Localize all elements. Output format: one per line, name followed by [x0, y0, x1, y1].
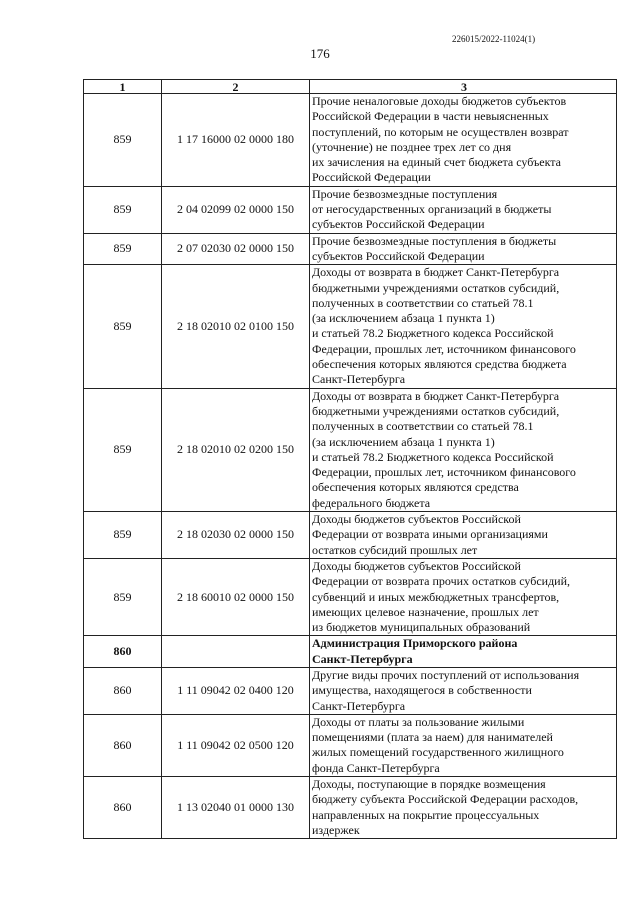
income-name-text: Доходы от платы за пользование жилыми помещениями (плата за наем) для нанимателей жилых помещений государственного жилищного фонда Санкт-Петербурга — [312, 714, 564, 775]
admin-code-cell: 859 — [84, 265, 162, 388]
table-row — [84, 512, 617, 559]
admin-code-cell: 860 — [84, 714, 162, 776]
table-row — [84, 636, 617, 668]
income-code-cell: 1 13 02040 01 0000 130 — [162, 777, 310, 839]
income-name-text: Прочие безвозмездные поступления от негосударственных организаций в бюджеты субъектов Российской Федерации — [312, 186, 552, 232]
table-row — [84, 388, 617, 511]
income-name-text: Прочие неналоговые доходы бюджетов субъектов Российской Федерации в части невыясненных поступлений, по которым не осуществлен возврат (уточнение) не позднее трех лет со дня их зачисления на единый счет бюджета субъекта Российской Федерации — [312, 94, 569, 185]
income-name-cell — [310, 233, 617, 265]
income-code-cell — [162, 636, 310, 668]
income-code-cell: 2 18 02030 02 0000 150 — [162, 512, 310, 559]
income-name-cell — [310, 558, 617, 635]
income-code-cell: 2 07 02030 02 0000 150 — [162, 233, 310, 265]
income-name-cell — [310, 636, 617, 668]
admin-code-cell: 860 — [84, 636, 162, 668]
income-name-cell — [310, 667, 617, 714]
table-row — [84, 777, 617, 839]
table-row — [84, 667, 617, 714]
income-code-cell: 1 11 09042 02 0400 120 — [162, 667, 310, 714]
admin-code-cell: 860 — [84, 667, 162, 714]
table-row — [84, 265, 617, 388]
admin-code-cell: 859 — [84, 186, 162, 233]
column-header-name: 3 — [310, 80, 617, 94]
table-row — [84, 94, 617, 187]
table-row — [84, 233, 617, 265]
income-name-cell — [310, 388, 617, 511]
table-row — [84, 714, 617, 776]
income-name-text: Доходы от возврата в бюджет Санкт-Петербурга бюджетными учреждениями остатков субсидий, полученных в соответствии со статьей 78.1 (за исключением абзаца 1 пункта 1) и статьей 78.2 Бюджетного кодекса Российской Федерации, прошлых лет, источником финансового обеспечения которых являются средства федерального бюджета — [312, 388, 576, 510]
revenue-codes-table — [83, 79, 617, 839]
income-name-cell — [310, 265, 617, 388]
income-name-text: Другие виды прочих поступлений от использования имущества, находящегося в собственности Санкт-Петербурга — [312, 667, 580, 713]
income-name-text: Доходы бюджетов субъектов Российской Федерации от возврата иными организациями остатков субсидий прошлых лет — [312, 512, 548, 557]
income-name-cell — [310, 512, 617, 559]
income-code-cell: 2 18 02010 02 0200 150 — [162, 388, 310, 511]
admin-code-cell: 859 — [84, 94, 162, 187]
income-name-text: Доходы от возврата в бюджет Санкт-Петербурга бюджетными учреждениями остатков субсидий, полученных в соответствии со статьей 78.1 (за исключением абзаца 1 пункта 1) и статьей 78.2 Бюджетного кодекса Российской Федерации, прошлых лет, источником финансового обеспечения которых являются средства бюджета Санкт-Петербурга — [312, 265, 576, 387]
income-name-cell — [310, 94, 617, 187]
document-id: 226015/2022-11024(1) — [452, 34, 536, 44]
table-header-row — [84, 80, 617, 94]
income-name-cell — [310, 186, 617, 233]
income-name-text: Прочие безвозмездные поступления в бюджеты субъектов Российской Федерации — [312, 233, 557, 263]
column-header-admin: 1 — [84, 80, 162, 94]
admin-code-cell: 859 — [84, 558, 162, 635]
admin-code-cell: 859 — [84, 512, 162, 559]
table-row — [84, 558, 617, 635]
income-name-cell — [310, 777, 617, 839]
admin-code-cell: 860 — [84, 777, 162, 839]
page-number: 176 — [310, 46, 330, 61]
income-code-cell: 2 18 60010 02 0000 150 — [162, 558, 310, 635]
income-code-cell: 1 11 09042 02 0500 120 — [162, 714, 310, 776]
income-name-text: Доходы бюджетов субъектов Российской Федерации от возврата прочих остатков субсидий, субвенций и иных межбюджетных трансфертов, имеющих целевое назначение, прошлых лет из бюджетов муниципальных образований — [312, 558, 571, 635]
table-row — [84, 186, 617, 233]
income-name-cell — [310, 714, 617, 776]
admin-code-cell: 859 — [84, 388, 162, 511]
column-header-code: 2 — [162, 80, 310, 94]
income-code-cell: 2 04 02099 02 0000 150 — [162, 186, 310, 233]
income-code-cell: 2 18 02010 02 0100 150 — [162, 265, 310, 388]
income-code-cell: 1 17 16000 02 0000 180 — [162, 94, 310, 187]
income-name-text: Администрация Приморского района Санкт-Петербурга — [312, 636, 518, 666]
admin-code-cell: 859 — [84, 233, 162, 265]
income-name-text: Доходы, поступающие в порядке возмещения бюджету субъекта Российской Федерации расходов, направленных на покрытие процессуальных издержек — [312, 777, 579, 837]
